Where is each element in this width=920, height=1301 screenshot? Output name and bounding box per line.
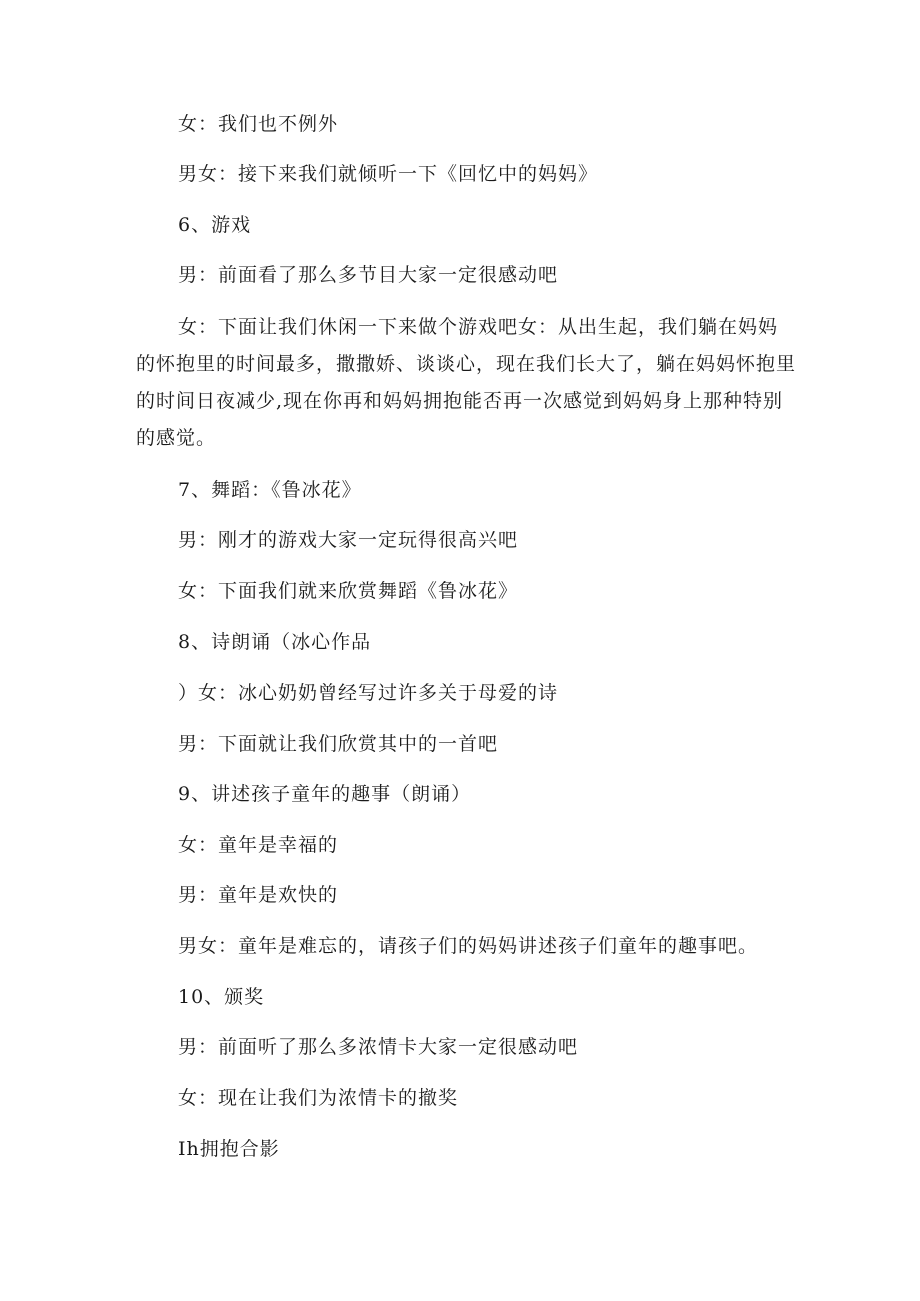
section-heading: Ih拥抱合影 bbox=[178, 1138, 280, 1160]
text-line: 男女：童年是难忘的，请孩子们的妈妈讲述孩子们童年的趣事吧。 bbox=[178, 935, 759, 957]
section-heading: 7、舞蹈：《鲁冰花》 bbox=[178, 479, 362, 501]
text-line: 男：前面看了那么多节目大家一定很感动吧 bbox=[178, 264, 559, 286]
text-line: 女：下面我们就来欣赏舞蹈《鲁冰花》 bbox=[178, 580, 519, 602]
text-line: 男：刚才的游戏大家一定玩得很高兴吧 bbox=[178, 529, 519, 551]
section-heading: 10、颁奖 bbox=[178, 986, 265, 1008]
text-line: ）女：冰心奶奶曾经写过许多关于母爱的诗 bbox=[178, 682, 559, 704]
text-line: 女：童年是幸福的 bbox=[178, 834, 339, 856]
text-line: 女：现在让我们为浓情卡的撤奖 bbox=[178, 1087, 459, 1109]
text-line: 男女：接下来我们就倾听一下《回忆中的妈妈》 bbox=[178, 163, 599, 185]
section-heading: 6、游戏 bbox=[178, 214, 252, 236]
text-line: 男：童年是欢快的 bbox=[178, 884, 339, 906]
text-paragraph: 女：下面让我们休闲一下来做个游戏吧女：从出生起，我们躺在妈妈的怀抱里的时间最多，撒撒娇、谈谈心，现在我们长大了，躺在妈妈怀抱里的时间日夜减少,现在你再和妈妈拥抱能否再一次感觉到妈妈身上那种特别的感觉。 bbox=[136, 316, 797, 449]
text-line: 男：下面就让我们欣赏其中的一首吧 bbox=[178, 733, 499, 755]
section-heading: 8、诗朗诵（冰心作品 bbox=[178, 631, 372, 653]
section-heading: 9、讲述孩子童年的趣事（朗诵） bbox=[178, 783, 472, 805]
text-line: 男：前面听了那么多浓情卡大家一定很感动吧 bbox=[178, 1036, 579, 1058]
text-line: 女：我们也不例外 bbox=[178, 113, 339, 135]
